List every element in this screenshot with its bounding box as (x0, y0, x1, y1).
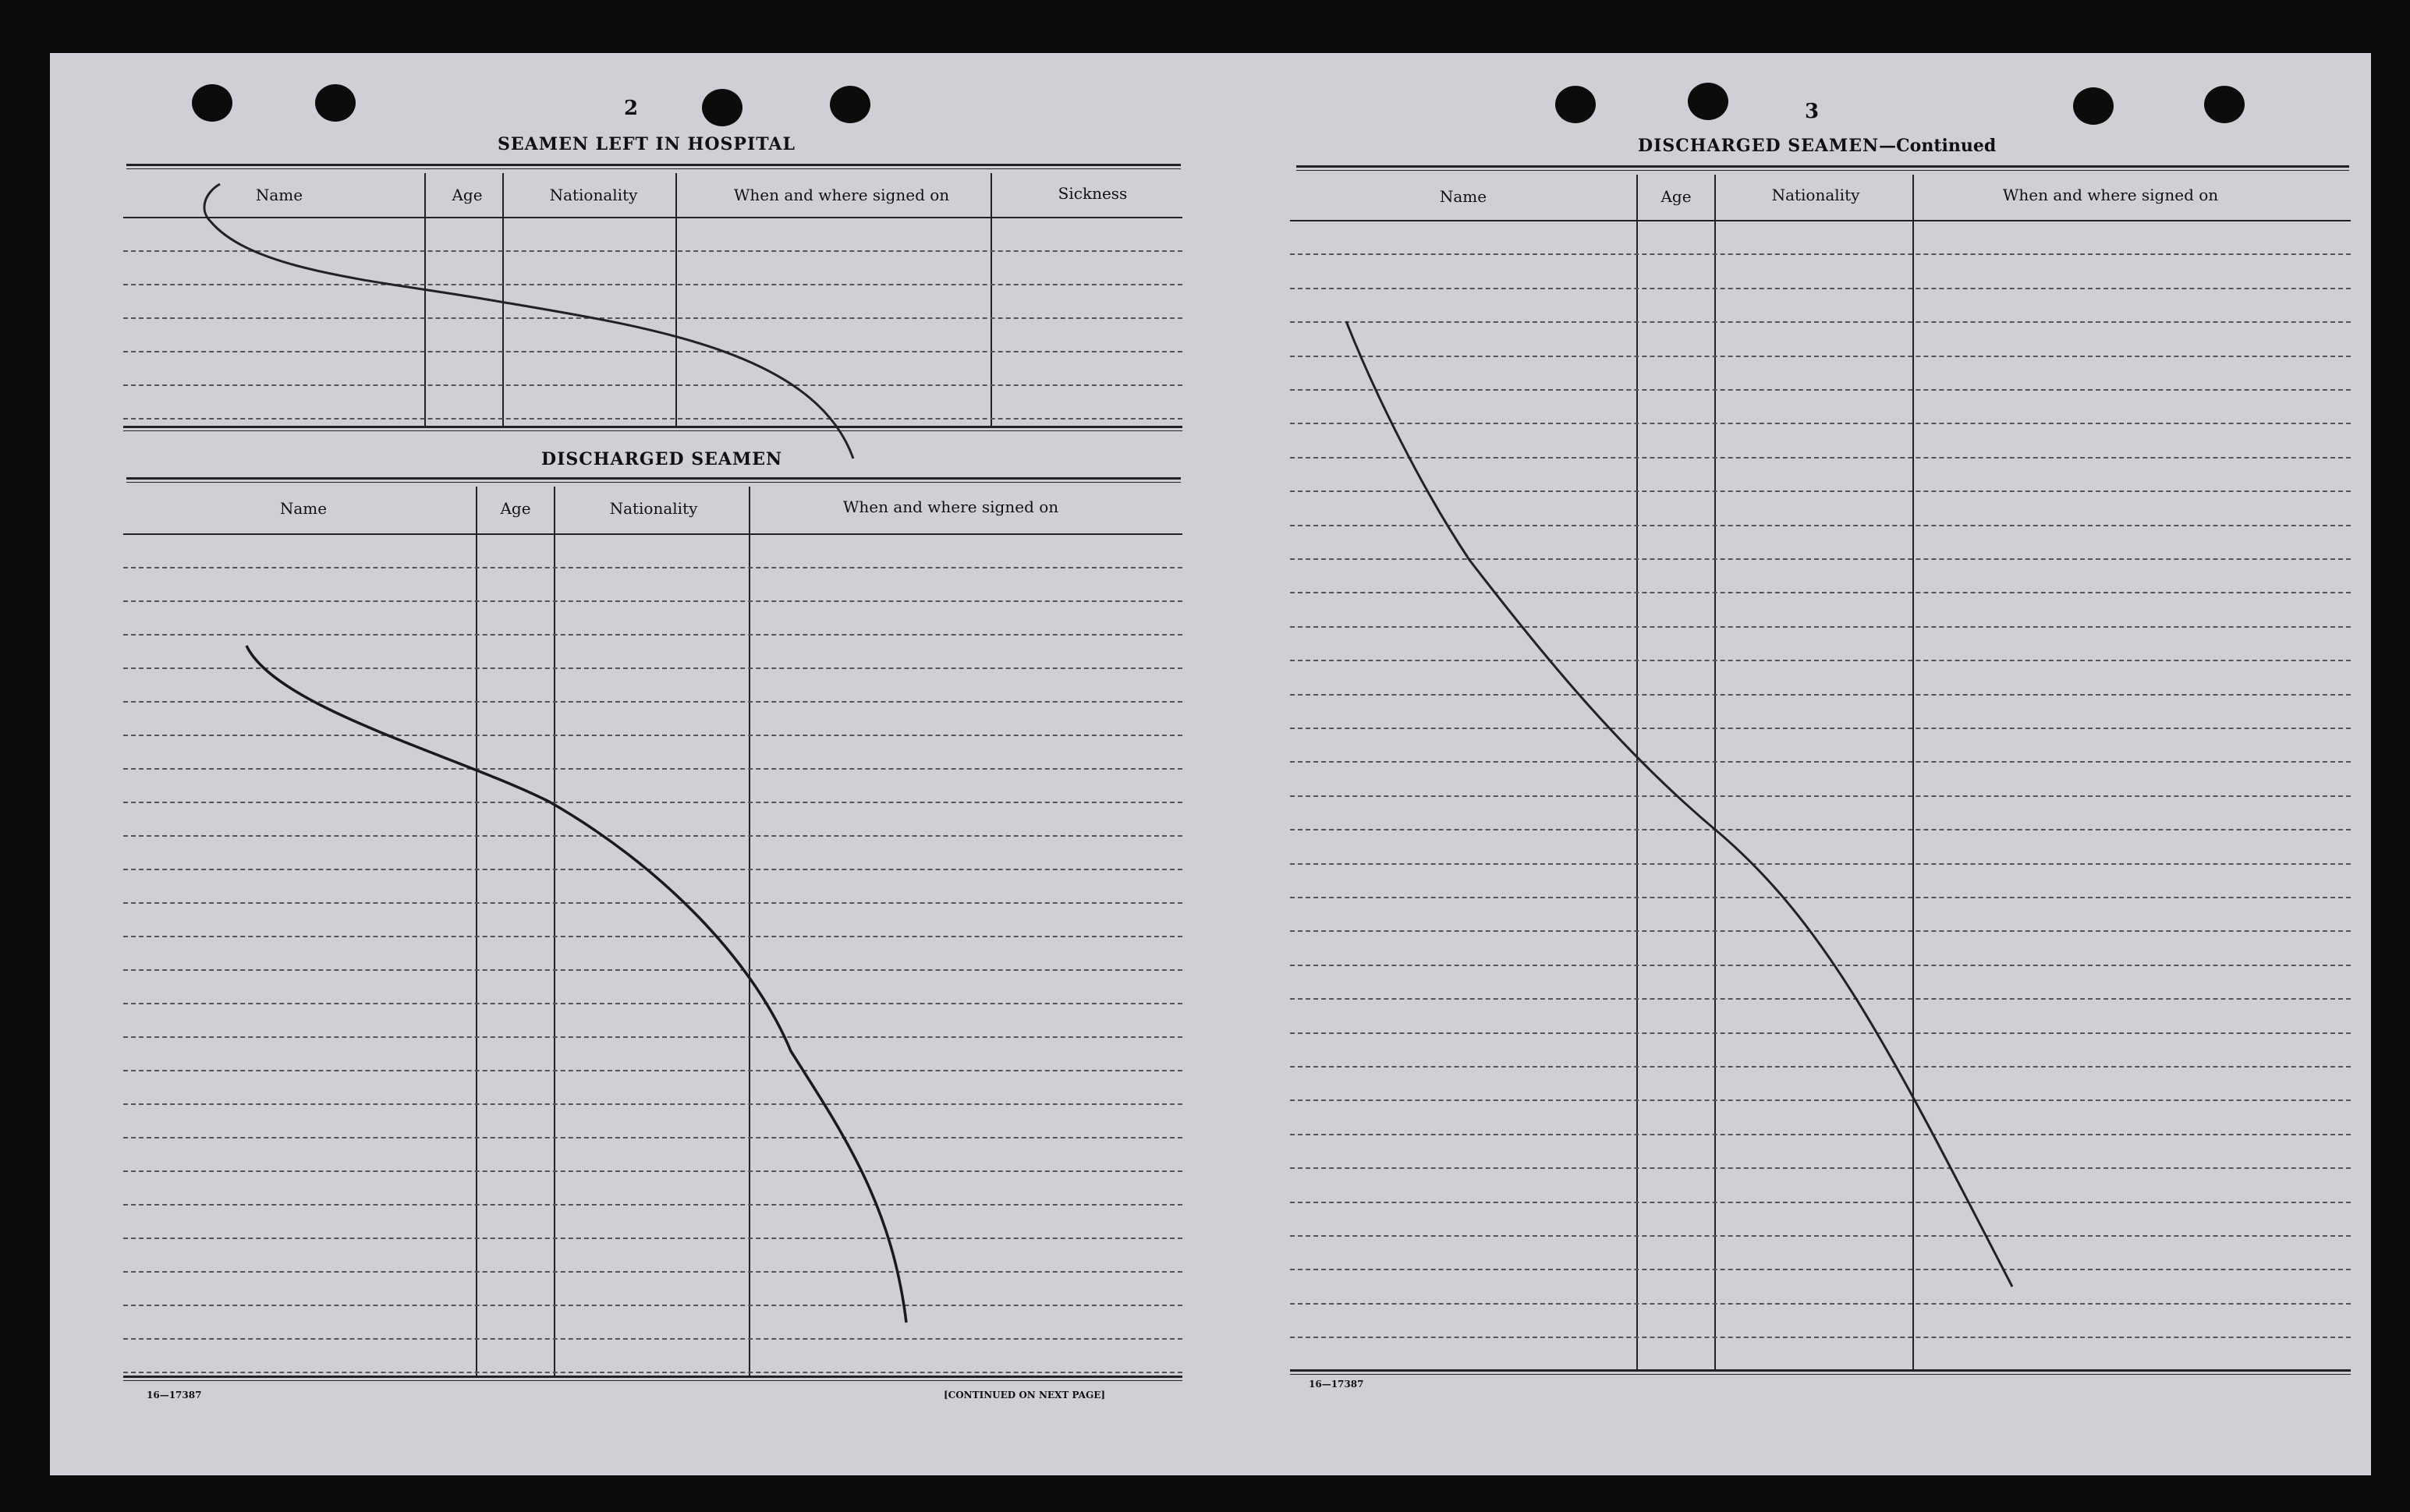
col-head-nationality: Nationality (1771, 186, 1860, 204)
page-number: 3 (1805, 100, 1820, 123)
cancellation-strokes (50, 53, 2371, 1475)
col-head-age: Age (500, 499, 531, 518)
col-head-sickness: Sickness (1058, 184, 1128, 203)
title-suffix: —Continued (1879, 136, 1997, 156)
col-head-nationality: Nationality (609, 499, 698, 518)
page-number: 2 (624, 97, 639, 120)
discharged-section-title: DISCHARGED SEAMEN (541, 449, 783, 469)
continued-note: [CONTINUED ON NEXT PAGE] (944, 1390, 1106, 1400)
cancel-stroke-hospital (204, 184, 853, 459)
title-main: DISCHARGED SEAMEN (1638, 136, 1880, 156)
col-head-when-where: When and where signed on (2002, 186, 2219, 204)
hospital-section-title: SEAMEN LEFT IN HOSPITAL (498, 134, 796, 154)
col-head-name: Name (279, 499, 328, 518)
col-head-nationality: Nationality (549, 186, 638, 204)
col-head-age: Age (1660, 187, 1692, 206)
col-head-name: Name (1439, 187, 1487, 206)
cancel-stroke-right-page (1346, 321, 2012, 1287)
ledger-sheet (50, 53, 2371, 1475)
col-head-name: Name (255, 186, 303, 204)
cancel-stroke-discharged (246, 646, 906, 1323)
form-number: 16—17387 (1309, 1379, 1364, 1390)
col-head-age: Age (452, 186, 483, 204)
col-head-when-where: When and where signed on (733, 186, 950, 204)
form-number: 16—17387 (147, 1390, 202, 1400)
col-head-when-where: When and where signed on (842, 498, 1059, 516)
